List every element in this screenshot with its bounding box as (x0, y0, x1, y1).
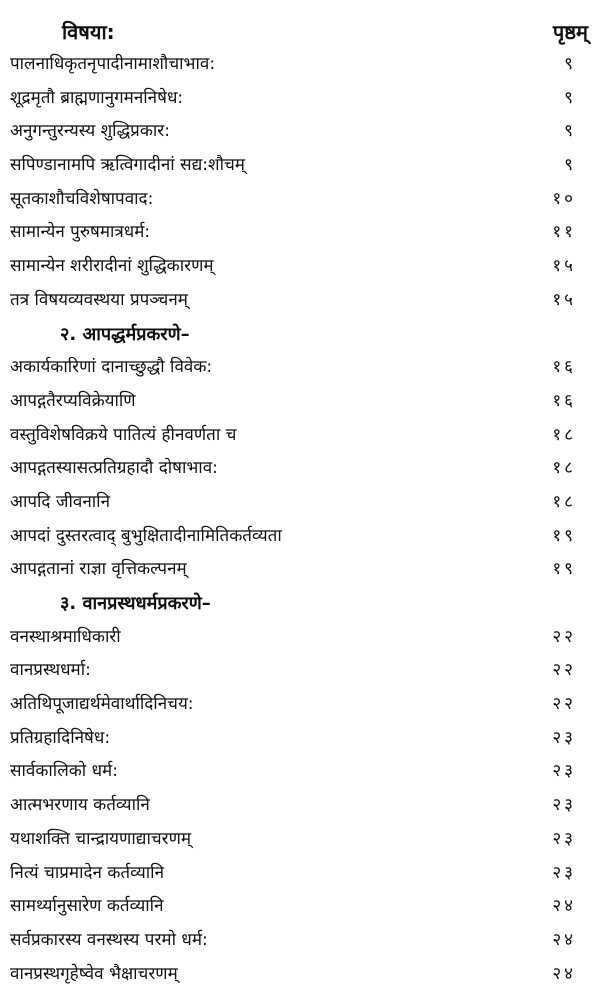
entry-page: २४ (552, 929, 576, 950)
entry-page: १९ (552, 559, 576, 580)
entry-page: १९ (552, 525, 576, 546)
entry-page: १८ (552, 424, 576, 445)
entry-page: २३ (552, 727, 576, 748)
entry-page: ९ (564, 54, 576, 74)
toc-entries (0, 48, 600, 991)
toc-entry (0, 688, 600, 722)
toc-entry (0, 385, 600, 419)
toc-entry (0, 250, 600, 284)
entry-title: अकार्यकारिणां दानाच्छुद्धौ विवेक: (10, 357, 213, 378)
entry-title: नित्यं चाप्रमादेन कर्तव्यानि (10, 862, 164, 883)
entry-title: पालनाधिकृतनृपादीनामाशौचाभाव: (10, 54, 216, 74)
entry-title: आपदि जीवनानि (10, 491, 111, 512)
entry-title: सूतकाशौचविशेषापवाद: (10, 188, 154, 209)
entry-title: आपद्गतस्यासत्प्रतिग्रहादौ दोषाभाव: (10, 458, 218, 479)
entry-page: २३ (552, 761, 576, 782)
section-title: २. आपद्धर्मप्रकरणे– (60, 323, 190, 345)
entry-title: सामर्थ्यानुसारेण कर्तव्यानि (10, 896, 164, 917)
entry-title: अतिथिपूजाद्यर्थमेवार्थादिनिचय: (10, 694, 194, 715)
entry-title: तत्र विषयव्यवस्थया प्रपञ्चनम् (10, 289, 188, 310)
toc-entry (0, 115, 600, 149)
toc-entry (0, 419, 600, 453)
entry-page: २३ (552, 862, 576, 883)
toc-header (0, 14, 600, 48)
toc-entry (0, 452, 600, 486)
entry-title: सर्वप्रकारस्य वनस्थस्य परमो धर्म: (10, 929, 208, 950)
toc-entry (0, 553, 600, 587)
entry-title: वनस्थाश्रमाधिकारी (10, 626, 121, 647)
entry-title: वानप्रस्थधर्मा: (10, 660, 91, 681)
toc-entry (0, 520, 600, 554)
entry-page: २३ (552, 828, 576, 849)
section-heading (0, 587, 600, 621)
toc-entry (0, 48, 600, 82)
toc-entry (0, 486, 600, 520)
page-column-heading: पृष्ठम् (552, 20, 588, 44)
entry-page: १६ (552, 390, 576, 411)
entry-title: अनुगन्तुरन्यस्य शुद्धिप्रकार: (10, 121, 170, 142)
toc-entry (0, 183, 600, 217)
toc-entry (0, 149, 600, 183)
entry-page: २३ (552, 795, 576, 816)
entry-page: २२ (552, 694, 576, 715)
toc-entry (0, 351, 600, 385)
entry-page: २४ (552, 963, 576, 984)
entry-title: आपद्गतैरप्यविक्रेयाणि (10, 390, 136, 411)
entry-page: १५ (552, 256, 576, 277)
entry-page: ११ (552, 222, 576, 243)
toc-entry (0, 857, 600, 891)
toc-entry (0, 621, 600, 655)
entry-title: आत्मभरणाय कर्तव्यानि (10, 795, 150, 816)
entry-title: सामान्येन पुरुषमात्रधर्म: (10, 222, 151, 243)
entry-title: आपदां दुस्तरत्वाद् बुभुक्षितादीनामितिकर्तव्यता (10, 525, 282, 546)
entry-page: १६ (552, 357, 576, 378)
entry-page: १५ (552, 289, 576, 310)
toc-entry (0, 654, 600, 688)
entry-page: ९ (564, 87, 576, 108)
entry-page: ९ (564, 155, 576, 176)
entry-page: २२ (552, 660, 576, 681)
entry-title: वानप्रस्थगृहेष्वेव भैक्षाचरणम् (10, 963, 178, 984)
section-heading (0, 318, 600, 352)
toc-entry (0, 924, 600, 958)
toc-entry (0, 958, 600, 991)
toc-entry (0, 823, 600, 857)
entry-page: २२ (552, 626, 576, 647)
entry-title: सामान्येन शरीरादीनां शुद्धिकारणम् (10, 256, 214, 277)
entry-page: १८ (552, 491, 576, 512)
toc-entry (0, 284, 600, 318)
toc-entry (0, 755, 600, 789)
entry-page: १० (552, 188, 576, 209)
entry-title: वस्तुविशेषविक्रये पातित्यं हीनवर्णता च (10, 424, 237, 445)
entry-title: यथाशक्ति चान्द्रायणाद्याचरणम् (10, 828, 192, 849)
subject-column-heading: विषया: (62, 20, 115, 44)
entry-title: सार्वकालिको धर्म: (10, 761, 118, 782)
toc-entry (0, 216, 600, 250)
entry-page: १८ (552, 458, 576, 479)
entry-title: आपद्गतानां राज्ञा वृत्तिकल्पनम् (10, 559, 187, 580)
entry-page: ९ (564, 121, 576, 142)
toc-entry (0, 890, 600, 924)
entry-title: शूद्रमृतौ ब्राह्मणानुगमननिषेध: (10, 87, 184, 108)
section-title: ३. वानप्रस्थधर्मप्रकरणे– (60, 593, 211, 614)
entry-title: सपिण्डानामपि ऋत्विगादीनां सद्य:शौचम् (10, 155, 245, 176)
toc-entry (0, 82, 600, 116)
toc-entry (0, 722, 600, 756)
toc-entry (0, 789, 600, 823)
entry-page: २४ (552, 896, 576, 917)
entry-title: प्रतिग्रहादिनिषेध: (10, 727, 111, 748)
